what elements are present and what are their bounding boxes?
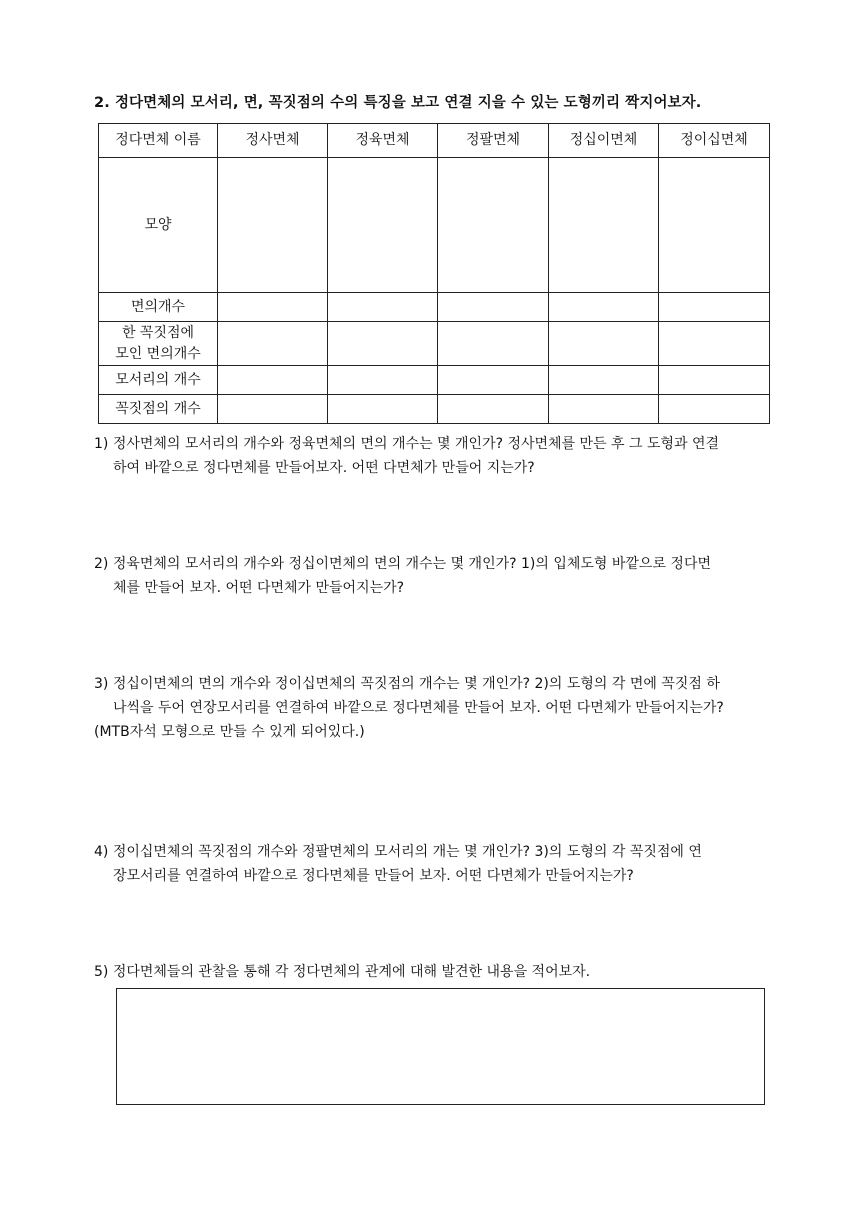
blank-cell[interactable] bbox=[659, 293, 770, 322]
question-3 bbox=[94, 672, 770, 744]
blank-cell[interactable] bbox=[218, 366, 328, 395]
header-name-hexahedron: 정육면체 bbox=[328, 124, 438, 158]
blank-cell[interactable] bbox=[218, 322, 328, 366]
question-4-line-2: 장모서리를 연결하여 바깥으로 정다면체를 만들어 보자. 어떤 다면체가 만들어지는가? bbox=[113, 868, 634, 884]
question-3-line-1: 3) 정십이면체의 면의 개수와 정이십면체의 꼭짓점의 개수는 몇 개인가? 2)의 도형의 각 면에 꼭짓점 하 bbox=[94, 676, 720, 692]
header-name-octahedron: 정팔면체 bbox=[438, 124, 549, 158]
blank-cell[interactable] bbox=[438, 322, 549, 366]
section-heading: 2. 정다면체의 모서리, 면, 꼭짓점의 수의 특징을 보고 연결 지을 수 있는 도형끼리 짝지어보자. bbox=[94, 95, 702, 111]
polyhedra-table bbox=[98, 123, 770, 424]
question-3-line-3: (MTB자석 모형으로 만들 수 있게 되어있다.) bbox=[94, 724, 365, 740]
header-label-cell: 정다면체 이름 bbox=[99, 124, 218, 158]
question-1 bbox=[94, 432, 770, 480]
answer-box[interactable] bbox=[116, 988, 765, 1105]
table-row-faces-at-vertex bbox=[99, 322, 770, 366]
row-label-shape: 모양 bbox=[99, 158, 218, 293]
row-label-faces-at-vertex-line1: 한 꼭짓점에 bbox=[121, 324, 195, 341]
question-4-line-1: 4) 정이십면체의 꼭짓점의 개수와 정팔면체의 모서리의 개는 몇 개인가? 3)의 도형의 각 꼭짓점에 연 bbox=[94, 844, 702, 860]
blank-cell[interactable] bbox=[218, 158, 328, 293]
blank-cell[interactable] bbox=[549, 322, 659, 366]
blank-cell[interactable] bbox=[438, 293, 549, 322]
table-row-vertices bbox=[99, 395, 770, 424]
blank-cell[interactable] bbox=[328, 158, 438, 293]
blank-cell[interactable] bbox=[328, 395, 438, 424]
row-label-vertices: 꼭짓점의 개수 bbox=[99, 395, 218, 424]
blank-cell[interactable] bbox=[438, 366, 549, 395]
blank-cell[interactable] bbox=[659, 395, 770, 424]
question-2-line-1: 2) 정육면체의 모서리의 개수와 정십이면체의 면의 개수는 몇 개인가? 1)의 입체도형 바깥으로 정다면 bbox=[94, 556, 712, 572]
table-header-row bbox=[99, 124, 770, 158]
blank-cell[interactable] bbox=[549, 158, 659, 293]
table-row-shape bbox=[99, 158, 770, 293]
blank-cell[interactable] bbox=[549, 366, 659, 395]
row-label-faces-at-vertex bbox=[99, 322, 218, 366]
blank-cell[interactable] bbox=[659, 158, 770, 293]
blank-cell[interactable] bbox=[549, 293, 659, 322]
blank-cell[interactable] bbox=[328, 293, 438, 322]
question-5-line-1: 5) 정다면체들의 관찰을 통해 각 정다면체의 관계에 대해 발견한 내용을 적어보자. bbox=[94, 964, 591, 980]
table-row-edges bbox=[99, 366, 770, 395]
blank-cell[interactable] bbox=[218, 395, 328, 424]
blank-cell[interactable] bbox=[218, 293, 328, 322]
header-name-icosahedron: 정이십면체 bbox=[659, 124, 770, 158]
blank-cell[interactable] bbox=[328, 322, 438, 366]
question-2-line-2: 체를 만들어 보자. 어떤 다면체가 만들어지는가? bbox=[113, 580, 405, 596]
row-label-edges: 모서리의 개수 bbox=[99, 366, 218, 395]
question-4 bbox=[94, 840, 770, 888]
blank-cell[interactable] bbox=[438, 395, 549, 424]
blank-cell[interactable] bbox=[659, 322, 770, 366]
header-name-tetrahedron: 정사면체 bbox=[218, 124, 328, 158]
row-label-faces: 면의개수 bbox=[99, 293, 218, 322]
row-label-faces-at-vertex-line2: 모인 면의개수 bbox=[115, 345, 201, 362]
question-1-line-2: 하여 바깥으로 정다면체를 만들어보자. 어떤 다면체가 만들어 지는가? bbox=[113, 460, 535, 476]
blank-cell[interactable] bbox=[438, 158, 549, 293]
question-2 bbox=[94, 552, 770, 600]
question-5 bbox=[94, 960, 770, 984]
header-name-dodecahedron: 정십이면체 bbox=[549, 124, 659, 158]
blank-cell[interactable] bbox=[328, 366, 438, 395]
blank-cell[interactable] bbox=[659, 366, 770, 395]
blank-cell[interactable] bbox=[549, 395, 659, 424]
question-3-line-2: 나씩을 두어 연장모서리를 연결하여 바깥으로 정다면체를 만들어 보자. 어떤 다면체가 만들어지는가? bbox=[113, 700, 724, 716]
question-1-line-1: 1) 정사면체의 모서리의 개수와 정육면체의 면의 개수는 몇 개인가? 정사면체를 만든 후 그 도형과 연결 bbox=[94, 436, 720, 452]
table-row-faces bbox=[99, 293, 770, 322]
